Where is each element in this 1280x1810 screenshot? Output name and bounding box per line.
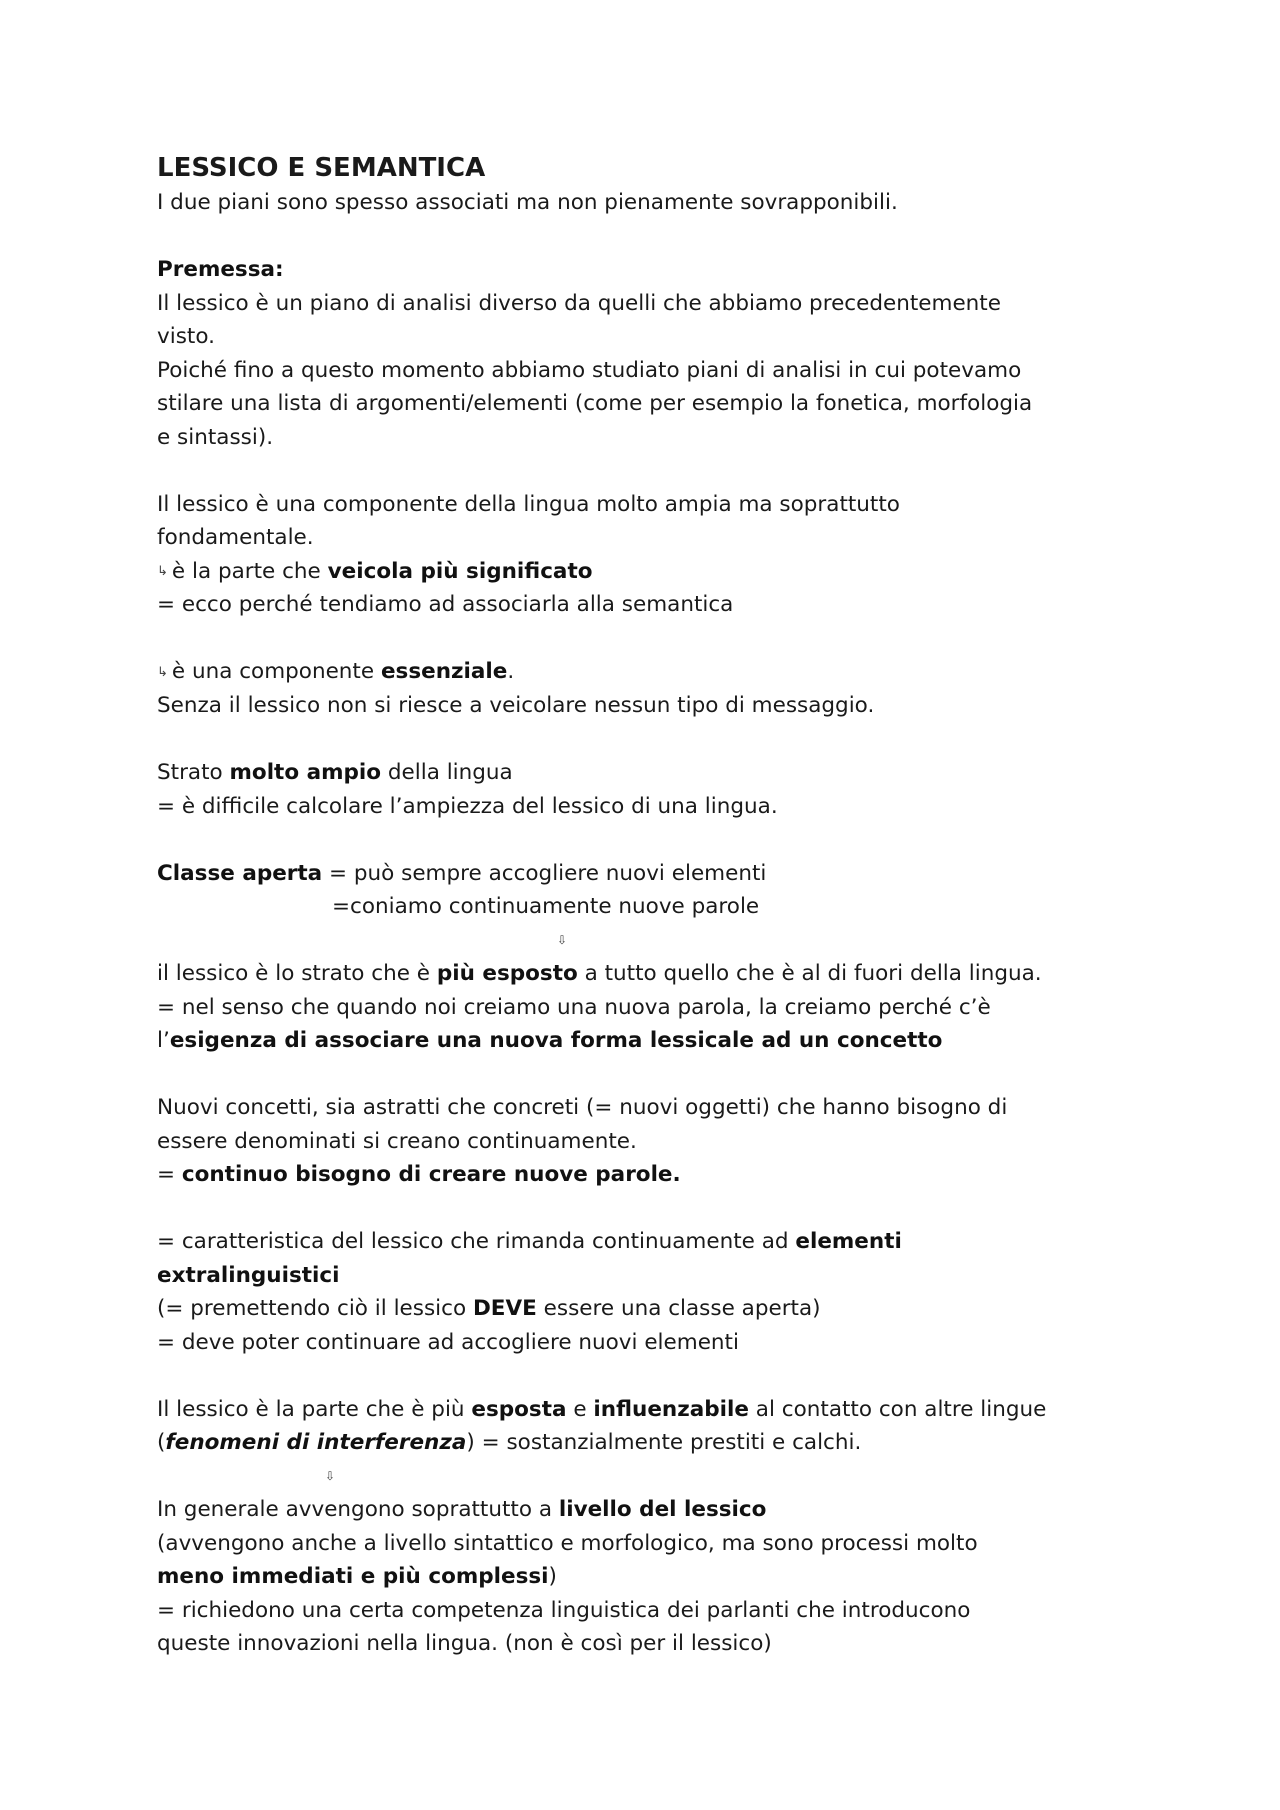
bold-run: essenziale <box>380 659 508 685</box>
bold-run: elementi <box>795 1229 902 1254</box>
paragraph-line: visto. <box>157 324 215 349</box>
text-run: è la parte che <box>171 558 328 584</box>
spacer <box>157 723 1137 757</box>
text-run: (= premettendo ciò il lessico <box>157 1296 473 1321</box>
paragraph-line <box>157 1259 1137 1293</box>
paragraph-line: Il lessico è una componente della lingua molto ampia ma soprattutto <box>157 491 900 517</box>
hook-arrow-icon: ↳ <box>157 664 168 680</box>
text-run: Il lessico è la parte che è più <box>157 1396 472 1422</box>
paragraph-line: Poiché fino a questo momento abbiamo studiato piani di analisi in cui potevamo <box>157 357 1022 383</box>
bold-run: esigenza di associare una nuova forma lessicale ad un concetto <box>169 1028 943 1053</box>
bold-run: influenzabile <box>593 1396 749 1422</box>
text-run: della lingua <box>381 760 513 785</box>
document-title: LESSICO E SEMANTICA <box>157 153 486 183</box>
paragraph-line: = nel senso che quando noi creiamo una nuova parola, la creiamo perché c’è <box>157 994 991 1020</box>
paragraph-line: essere denominati si creano continuamente. <box>157 1128 637 1154</box>
text-run: l’ <box>157 1028 170 1053</box>
text-run: ) = sostanzialmente prestiti e calchi. <box>466 1430 862 1455</box>
premessa-heading <box>157 253 1137 287</box>
paragraph-line <box>157 1158 1137 1192</box>
spacer <box>157 1359 1137 1393</box>
bold-run: livello del lessico <box>558 1497 767 1522</box>
bold-run: extralinguistici <box>157 1262 340 1288</box>
down-arrow-icon: ⇩ <box>325 1468 336 1483</box>
premessa-heading-text: Premessa: <box>157 257 284 282</box>
paragraph-line: Senza il lessico non si riesce a veicolare nessun tipo di messaggio. <box>157 693 875 718</box>
document-page <box>157 150 1137 1661</box>
paragraph-line <box>157 756 1137 790</box>
text-run: . <box>507 659 515 685</box>
paragraph-line <box>157 957 1137 991</box>
text-run: = caratteristica del lessico che rimanda continuamente ad <box>157 1229 796 1254</box>
text-run: al contatto con altre lingue <box>748 1396 1047 1422</box>
bold-run: esposta <box>471 1396 567 1422</box>
spacer <box>157 454 1137 488</box>
text-run: ( <box>157 1430 166 1455</box>
intro-text: I due piani sono spesso associati ma non pienamente sovrapponibili. <box>157 190 898 215</box>
paragraph-line: queste innovazioni nella lingua. (non è così per il lessico) <box>157 1631 772 1656</box>
hook-arrow-icon: ↳ <box>157 563 168 579</box>
text-run: = può sempre accogliere nuovi elementi <box>322 860 767 886</box>
spacer <box>157 823 1137 857</box>
down-arrow-icon: ⇩ <box>557 932 568 947</box>
paragraph-line <box>157 1493 1137 1527</box>
bold-run: veicola più significato <box>327 558 593 584</box>
paragraph-line: (avvengono anche a livello sintattico e morfologico, ma sono processi molto <box>157 1530 978 1556</box>
spacer <box>157 1192 1137 1226</box>
spacer <box>157 622 1137 656</box>
text-run: essere una classe aperta) <box>536 1296 821 1321</box>
paragraph-line <box>157 1292 1137 1326</box>
text-run: = <box>157 1162 182 1187</box>
bold-run: DEVE <box>472 1296 537 1321</box>
paragraph-line: stilare una lista di argomenti/elementi (come per esempio la fonetica, morfologia <box>157 391 1033 416</box>
bullet-line <box>157 555 1137 589</box>
text-run: ) <box>548 1564 557 1589</box>
paragraph-line <box>157 1225 1137 1259</box>
paragraph-line: = ecco perché tendiamo ad associarla alla semantica <box>157 592 734 618</box>
bullet-line <box>157 655 1137 689</box>
paragraph-line <box>157 1426 1137 1460</box>
text-run: Strato <box>157 760 230 785</box>
bold-italic-run: fenomeni di interferenza <box>165 1430 467 1455</box>
paragraph-line: e sintassi). <box>157 424 274 450</box>
paragraph-line: = è difficile calcolare l’ampiezza del lessico di una lingua. <box>157 793 778 819</box>
paragraph-line: = deve poter continuare ad accogliere nuovi elementi <box>157 1329 739 1355</box>
bold-run: continuo bisogno di creare nuove parole. <box>181 1162 681 1187</box>
text-run: In generale avvengono soprattutto a <box>157 1497 559 1522</box>
text-run: è una componente <box>171 659 381 685</box>
indented-line: =coniamo continuamente nuove parole <box>332 894 760 919</box>
paragraph-line: = richiedono una certa competenza linguistica dei parlanti che introducono <box>157 1597 971 1623</box>
spacer <box>157 220 1137 254</box>
bold-run: più esposto <box>436 961 578 986</box>
paragraph-line <box>157 1560 1137 1594</box>
text-run: il lessico è lo strato che è <box>157 961 437 986</box>
text-run: e <box>566 1396 594 1422</box>
paragraph-line <box>157 1024 1137 1058</box>
paragraph-line: Nuovi concetti, sia astratti che concreti (= nuovi oggetti) che hanno bisogno di <box>157 1095 1008 1120</box>
bold-run: molto ampio <box>229 760 382 785</box>
paragraph-line: Il lessico è un piano di analisi diverso da quelli che abbiamo precedentemente <box>157 290 1001 316</box>
paragraph-line <box>157 1393 1137 1427</box>
spacer <box>157 1058 1137 1092</box>
bold-run: meno immediati e più complessi <box>157 1564 549 1589</box>
paragraph-line: fondamentale. <box>157 525 314 550</box>
paragraph-line <box>157 857 1137 891</box>
bold-run: Classe aperta <box>157 860 323 886</box>
text-run: a tutto quello che è al di fuori della lingua. <box>577 961 1042 986</box>
